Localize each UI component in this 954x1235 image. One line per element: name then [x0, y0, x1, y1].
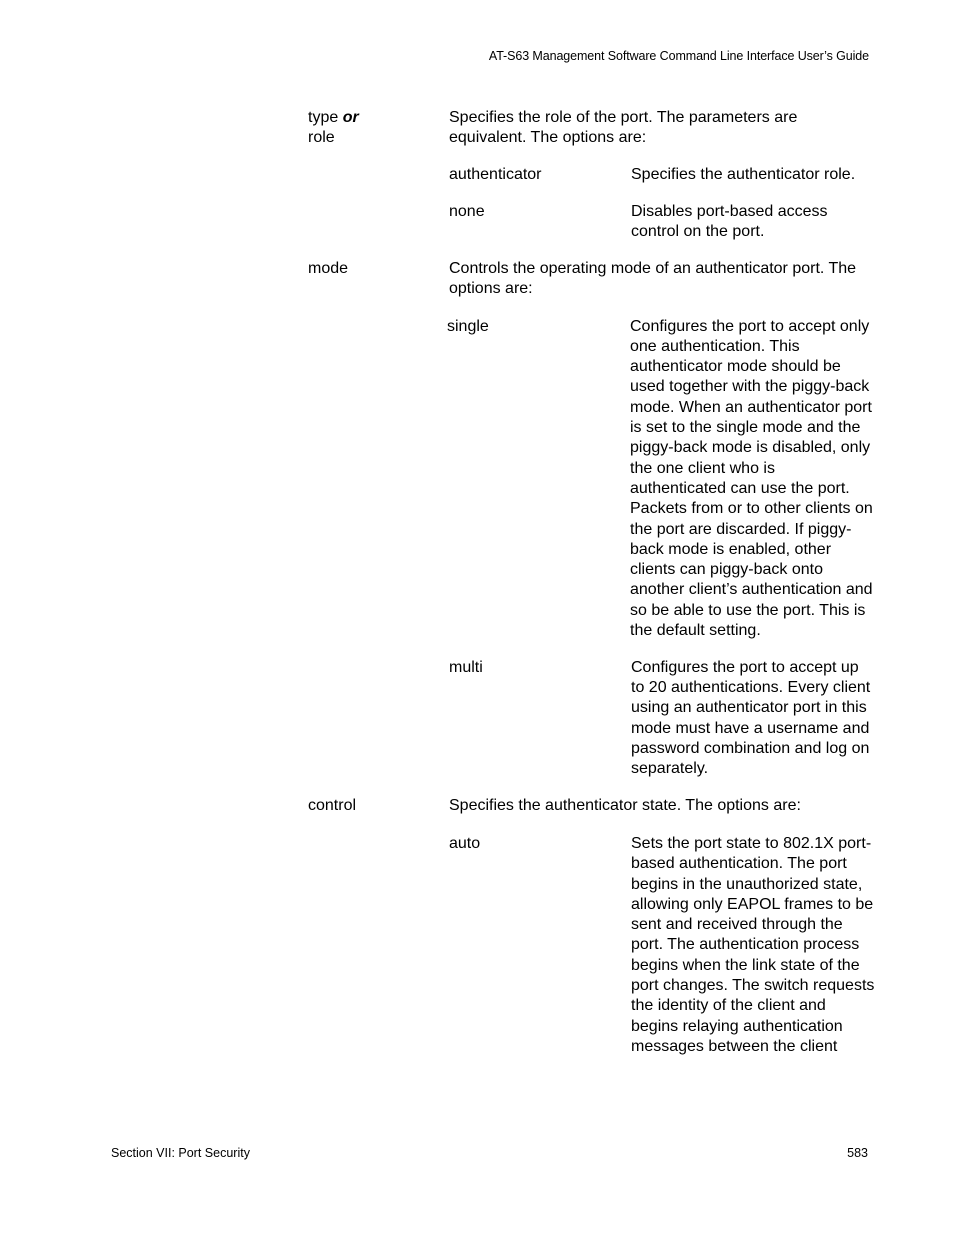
- option-desc: Configures the port to accept only one authentication. This authenticator mode should be used together with the piggy-back mode. When an authenticator port is set to the single mode and the piggy-back mode is disabled, only the one client who is authenticated can use the port. Packets from or to other clients on the port are discarded. If piggy-back mode is enabled, other clients can piggy-back onto another client’s authentication and so be able to use the port. This is the default setting.: [630, 317, 873, 640]
- parameter-table: [308, 108, 878, 1057]
- option-multi: [449, 658, 878, 780]
- param-desc-type: Specifies the role of the port. The parameters are equivalent. The options are:: [449, 109, 798, 147]
- option-auto: [449, 834, 878, 1057]
- param-name-role-text: role: [308, 129, 335, 147]
- param-type: [308, 108, 878, 149]
- option-name: none: [449, 202, 485, 220]
- option-name: single: [447, 317, 489, 335]
- option-desc: Configures the port to accept up to 20 authentications. Every client using an authenticator port in this mode must have a username and password combination and log on separately.: [631, 658, 871, 778]
- param-desc-control: Specifies the authenticator state. The options are:: [449, 797, 801, 815]
- option-desc: Specifies the authenticator role.: [631, 166, 856, 184]
- option-authenticator: [449, 165, 878, 185]
- option-name: multi: [449, 658, 483, 676]
- option-desc: Sets the port state to 802.1X port-based authentication. The port begins in the unauthorized state, allowing only EAPOL frames to be sent and received through the port. The authentication process begins when the link state of the port changes. The switch requests the identity of the client and begins relaying authentication messages between the client: [631, 834, 875, 1055]
- param-name-type-text: type: [308, 109, 343, 126]
- param-name-control: control: [308, 797, 357, 815]
- option-none: [449, 202, 878, 243]
- param-control: [308, 796, 878, 816]
- param-desc-mode: Controls the operating mode of an authenticator port. The options are:: [449, 259, 857, 298]
- option-single: [449, 317, 878, 642]
- param-name-type: [308, 108, 438, 149]
- option-name: auto: [449, 834, 481, 852]
- option-desc: Disables port-based access control on the port.: [631, 202, 828, 241]
- page-header: AT-S63 Management Software Command Line Interface User’s Guide: [488, 49, 869, 63]
- param-name-mode: mode: [308, 259, 349, 277]
- footer-section: Section VII: Port Security: [111, 1146, 250, 1160]
- footer-page-number: 583: [847, 1146, 868, 1160]
- param-name-or: or: [342, 109, 359, 126]
- option-name: authenticator: [449, 166, 542, 184]
- param-mode: [308, 259, 878, 300]
